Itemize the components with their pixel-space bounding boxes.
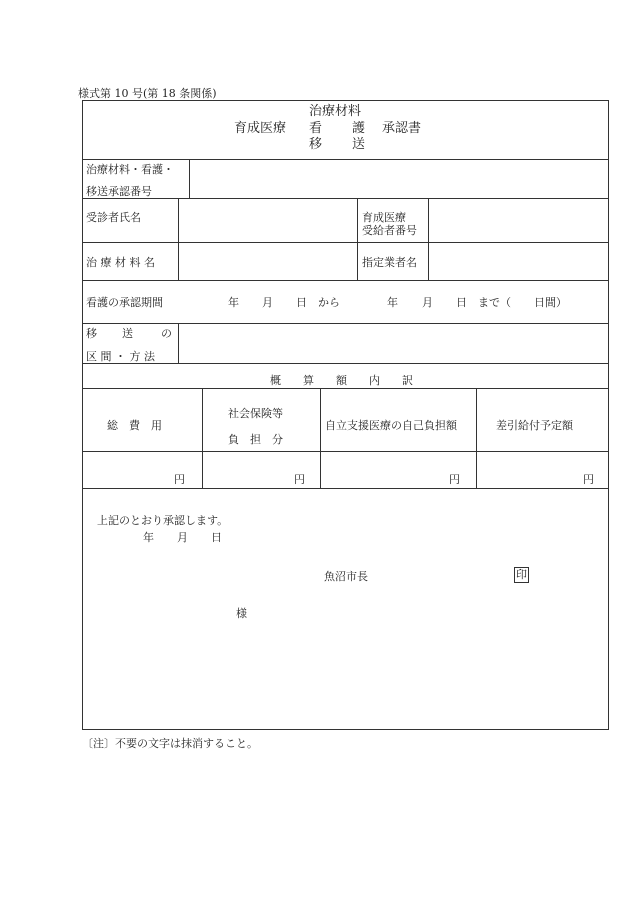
approval-number-label-1: 治療材料・看護・ [86, 163, 174, 176]
approval-date-month: 月 [177, 531, 188, 544]
col-social-label-2: 負 担 分 [228, 433, 283, 446]
vrule-breakdown-3 [476, 388, 477, 489]
vrule-mid [357, 198, 358, 281]
rule-6 [82, 363, 609, 364]
rule-7 [82, 388, 609, 389]
rule-4 [82, 280, 609, 281]
form-number: 様式第 10 号(第 18 条関係) [78, 87, 217, 100]
vrule-transport [178, 323, 179, 364]
col-net-label: 差引給付予定額 [496, 419, 573, 432]
col-self-label: 自立支援医療の自己負担額 [325, 419, 457, 432]
title-line3b: 送 [352, 137, 366, 152]
transport-field[interactable] [180, 325, 607, 362]
footnote: 〔注〕不要の文字は抹消すること。 [82, 737, 258, 750]
period-month-2: 月 [422, 296, 433, 309]
rule-8 [82, 451, 609, 452]
material-name-label: 治 療 材 料 名 [86, 256, 155, 269]
approval-statement: 上記のとおり承認します。 [97, 514, 229, 527]
mayor-title: 魚沼市長 [324, 570, 368, 583]
recipient-number-label-1: 育成医療 [362, 211, 406, 224]
vrule-breakdown-2 [320, 388, 321, 489]
title-line1: 治療材料 [309, 104, 362, 119]
recipient-number-label-2: 受給者番号 [362, 224, 417, 237]
yen-net: 円 [583, 473, 594, 486]
rule-3 [82, 242, 609, 243]
title-line2-mid1: 看 [309, 121, 323, 136]
approval-date-year: 年 [143, 531, 154, 544]
transport-label-1a: 移 [86, 327, 97, 340]
col-total-label: 総 費 用 [107, 419, 162, 432]
approval-number-label-2: 移送承認番号 [86, 185, 152, 198]
vrule-breakdown-1 [202, 388, 203, 489]
vrule-label-a [178, 198, 179, 281]
breakdown-heading: 概 算 額 内 訳 [270, 374, 413, 387]
frame-bottom [82, 729, 609, 730]
yen-social: 円 [294, 473, 305, 486]
frame-right [608, 100, 609, 730]
title-line2-right: 承認書 [382, 121, 422, 136]
title-line3a: 移 [309, 137, 323, 152]
col-social-label-1: 社会保険等 [228, 407, 283, 420]
vrule-mid-value [428, 198, 429, 281]
nursing-period-label: 看護の承認期間 [86, 296, 163, 309]
vrule-approval-number [189, 159, 190, 199]
period-from: から [318, 296, 340, 309]
patient-name-label: 受診者氏名 [86, 211, 141, 224]
patient-name-field[interactable] [180, 200, 356, 241]
title-line2-left: 育成医療 [234, 121, 287, 136]
transport-label-2: 区 間 ・ 方 法 [86, 350, 155, 363]
period-year-2: 年 [387, 296, 398, 309]
frame-left [82, 100, 83, 730]
period-month-1: 月 [262, 296, 273, 309]
designated-vendor-field[interactable] [430, 244, 607, 279]
transport-label-1c: の [161, 327, 172, 340]
seal-mark: 印 [516, 568, 527, 581]
approval-date-day: 日 [211, 531, 222, 544]
yen-self: 円 [449, 473, 460, 486]
rule-2 [82, 198, 609, 199]
rule-5 [82, 323, 609, 324]
period-day-2: 日 [456, 296, 467, 309]
period-day-1: 日 [296, 296, 307, 309]
period-until: まで（ [478, 296, 511, 309]
transport-label-1b: 送 [122, 327, 133, 340]
approval-number-field[interactable] [191, 161, 607, 197]
rule-9 [82, 488, 609, 489]
recipient-number-field[interactable] [430, 200, 607, 241]
honorific-sama: 様 [236, 607, 247, 620]
rule-1 [82, 159, 609, 160]
title-line2-mid2: 護 [352, 121, 366, 136]
material-name-field[interactable] [180, 244, 356, 279]
period-year-1: 年 [228, 296, 239, 309]
designated-vendor-label: 指定業者名 [362, 256, 417, 269]
period-days: 日間） [534, 296, 567, 309]
yen-total: 円 [174, 473, 185, 486]
